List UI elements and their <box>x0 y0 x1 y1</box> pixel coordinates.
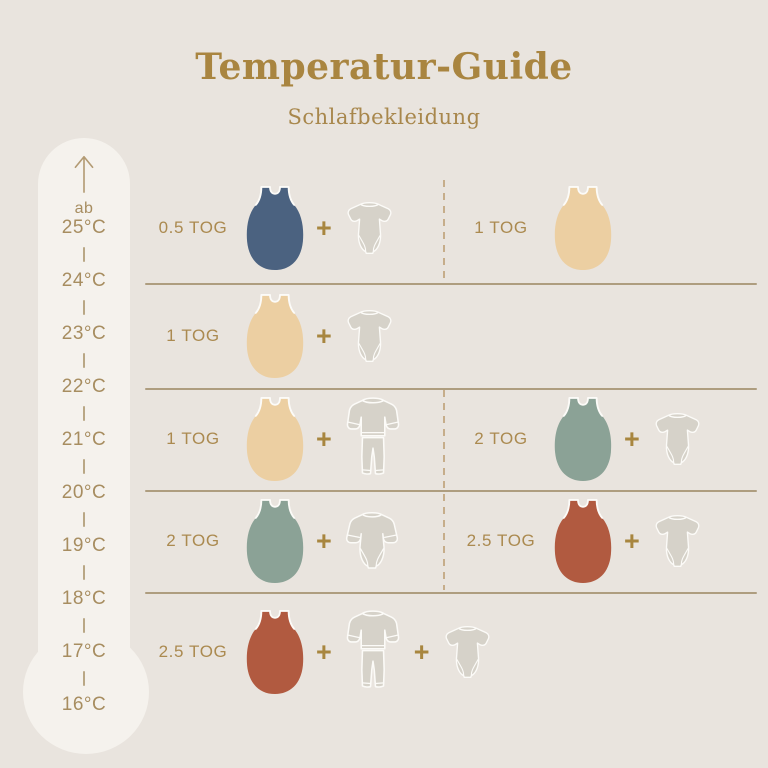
temperature-label: 24°C <box>61 270 107 291</box>
thermometer-tick <box>62 238 106 271</box>
sleeping-bag-icon <box>244 498 306 585</box>
plus-icon: + <box>316 212 332 243</box>
ab-label: ab <box>74 200 94 217</box>
outfit-icons <box>244 498 402 585</box>
pajamas-icon <box>342 609 404 696</box>
bodysuit-short-icon <box>342 201 397 256</box>
thermometer-tick <box>62 344 106 377</box>
arrow-up-icon <box>72 152 96 194</box>
guide-cell <box>458 492 758 590</box>
bodysuit-long-icon <box>342 511 402 571</box>
thermometer-tick <box>62 503 106 536</box>
plus-icon: + <box>624 525 640 556</box>
bodysuit-short-icon <box>650 412 705 467</box>
sleeping-bag-icon <box>244 185 306 272</box>
pajamas-icon <box>342 396 404 483</box>
row-divider <box>145 592 757 594</box>
guide-cell <box>150 286 442 386</box>
bodysuit-short-icon <box>440 625 495 680</box>
guide-cell <box>150 176 442 280</box>
temperature-label: 20°C <box>61 482 107 503</box>
temperature-label: 23°C <box>61 323 107 344</box>
outfit-icons <box>244 293 397 380</box>
temperature-label: 21°C <box>61 429 107 450</box>
guide-cell <box>458 390 758 488</box>
plus-icon: + <box>316 525 332 556</box>
sleeping-bag-icon <box>244 293 306 380</box>
row-divider <box>145 283 757 285</box>
sleeping-bag-icon <box>552 498 614 585</box>
outfit-icons <box>552 498 705 585</box>
thermometer-tick <box>62 609 106 642</box>
page-subtitle: Schlafbekleidung <box>287 105 481 129</box>
outfit-icons <box>552 396 705 483</box>
thermometer-tick <box>62 397 106 430</box>
plus-icon: + <box>316 636 332 667</box>
outfit-icons <box>244 609 495 696</box>
column-divider-dashed <box>443 180 445 281</box>
guide-cell <box>150 596 610 708</box>
plus-icon: + <box>624 423 640 454</box>
outfit-icons <box>552 185 614 272</box>
sleeping-bag-icon <box>552 396 614 483</box>
sleeping-bag-icon <box>244 609 306 696</box>
outfit-icons <box>244 396 404 483</box>
temperature-label: 25°C <box>61 217 107 238</box>
temperature-label: 16°C <box>61 694 107 715</box>
tog-label: 1 TOG <box>166 326 220 345</box>
tog-label: 1 TOG <box>166 429 220 448</box>
tog-label: 0.5 TOG <box>158 218 228 237</box>
thermometer-scale <box>38 152 130 715</box>
bodysuit-short-icon <box>342 309 397 364</box>
plus-icon: + <box>316 320 332 351</box>
tog-label: 2 TOG <box>474 429 528 448</box>
outfit-icons <box>244 185 397 272</box>
plus-icon: + <box>316 423 332 454</box>
sleeping-bag-icon <box>552 185 614 272</box>
guide-cell <box>458 176 758 280</box>
thermometer-tick <box>62 556 106 589</box>
thermometer-tick <box>62 291 106 324</box>
tog-label: 2.5 TOG <box>158 642 228 661</box>
temperature-label: 22°C <box>61 376 107 397</box>
bodysuit-short-icon <box>650 514 705 569</box>
tog-label: 1 TOG <box>474 218 528 237</box>
page-title: Temperatur-Guide <box>195 46 573 88</box>
temperature-list <box>62 218 106 715</box>
plus-icon: + <box>413 636 430 667</box>
guide-cell <box>150 492 442 590</box>
guide-cell <box>150 390 442 488</box>
temperature-label: 19°C <box>61 535 107 556</box>
sleeping-bag-icon <box>244 396 306 483</box>
tog-label: 2.5 TOG <box>466 531 536 550</box>
temperature-label: 17°C <box>61 641 107 662</box>
temperature-label: 18°C <box>61 588 107 609</box>
column-divider-dashed <box>443 390 445 590</box>
thermometer-tick <box>62 450 106 483</box>
thermometer-tick <box>62 662 106 695</box>
tog-label: 2 TOG <box>166 531 220 550</box>
